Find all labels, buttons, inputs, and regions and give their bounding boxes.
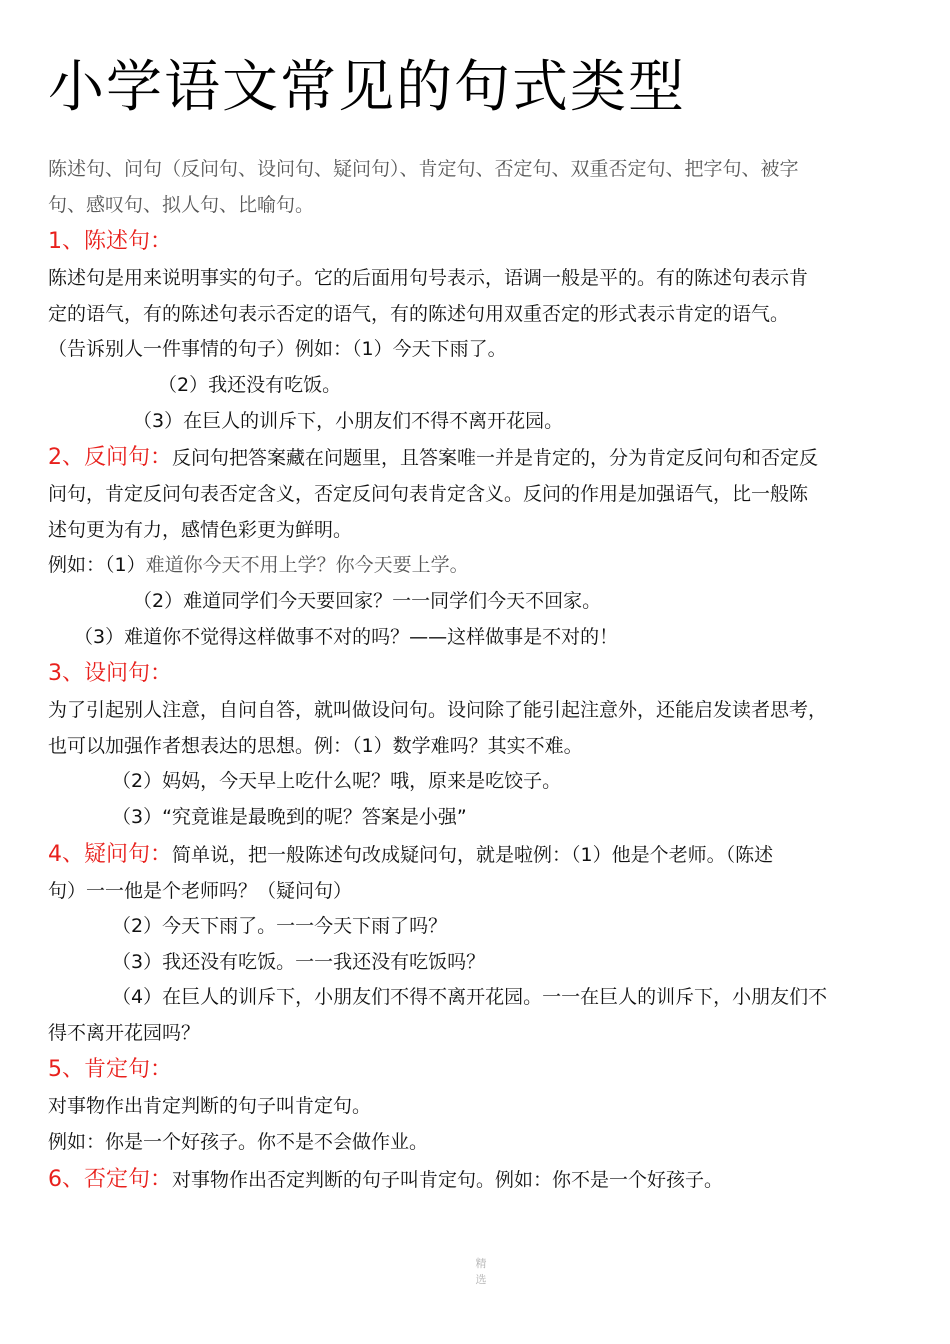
paragraph-line: 为了引起别人注意，自问自答，就叫做设问句。设问除了能引起注意外，还能启发读者思考， [48, 699, 828, 722]
section-lead-text: 反问句把答案藏在问题里，且答案唯一并是肯定的，分为肯定反问句和否定反 [172, 447, 819, 470]
footer-watermark: 精选 [475, 1257, 487, 1286]
section-6-heading-line [48, 1161, 916, 1199]
section-1-heading-line [48, 223, 916, 261]
section-lead-text: 对事物作出否定判断的句子叫肯定句。例如：你不是一个好孩子。 [172, 1168, 724, 1191]
example-line: （3）难道你不觉得这样做事不对的吗？——这样做事是不对的！ [74, 625, 619, 648]
section-heading: 3、设问句： [48, 661, 172, 687]
example-line: （2）今天下雨了。一一今天下雨了吗？ [112, 915, 448, 938]
example-text: 难道你今天不用上学？你今天要上学。 [145, 554, 469, 577]
section-heading: 2、反问句： [48, 445, 172, 471]
paragraph-line: 问句，肯定反问句表否定含义，否定反问句表肯定含义。反问的作用是加强语气，比一般陈 [48, 483, 809, 506]
example-line: （3）在巨人的训斥下，小朋友们不得不离开花园。 [133, 409, 564, 432]
paragraph-line: 例如：你是一个好孩子。你不是不会做作业。 [48, 1131, 429, 1154]
section-heading: 4、疑问句： [48, 841, 172, 867]
example-line: （2）妈妈，今天早上吃什么呢？哦，原来是吃饺子。 [112, 770, 562, 793]
section-heading: 6、否定句： [48, 1166, 172, 1192]
example-label: 例如：（1） [48, 554, 146, 577]
example-line [48, 548, 916, 584]
section-heading: 5、肯定句： [48, 1057, 172, 1083]
section-lead-text: 简单说，把一般陈述句改成疑问句，就是啦例：（1）他是个老师。（陈述 [172, 843, 774, 866]
example-line: （3）“究竟谁是最晚到的呢？答案是小强” [112, 805, 467, 828]
example-line: （2）我还没有吃饭。 [158, 373, 342, 396]
example-line: （2）难道同学们今天要回家？一一同学们今天不回家。 [133, 589, 602, 612]
example-line: 得不离开花园吗？ [48, 1021, 201, 1044]
section-heading: 1、陈述句： [48, 229, 172, 255]
paragraph-line: 定的语气，有的陈述句表示否定的语气，有的陈述句用双重否定的形式表示肯定的语气。 [48, 302, 790, 325]
section-2-heading-line [48, 439, 916, 477]
paragraph-line: （告诉别人一件事情的句子）例如：（1）今天下雨了。 [48, 338, 507, 361]
paragraph-line: 句）一一他是个老师吗？（疑问句） [48, 879, 353, 902]
section-4-heading-line [48, 836, 916, 874]
example-line: （3）我还没有吃饭。一一我还没有吃饭吗？ [112, 950, 486, 973]
document-page [48, 50, 916, 1199]
intro-line: 陈述句、问句（反问句、设问句、疑问句）、肯定句、否定句、双重否定句、把字句、被字 [48, 158, 799, 180]
section-5-heading-line [48, 1051, 916, 1089]
paragraph-line: 述句更为有力，感情色彩更为鲜明。 [48, 518, 353, 541]
paragraph-line: 也可以加强作者想表达的思想。例：（1）数学难吗？其实不难。 [48, 734, 583, 757]
example-line: （4）在巨人的训斥下，小朋友们不得不离开花园。一一在巨人的训斥下，小朋友们不 [112, 986, 828, 1009]
section-3-heading-line [48, 655, 916, 693]
paragraph-line: 陈述句是用来说明事实的句子。它的后面用句号表示，语调一般是平的。有的陈述句表示肯 [48, 267, 809, 290]
page-title: 小学语文常见的句式类型 [48, 55, 686, 120]
paragraph-line: 对事物作出肯定判断的句子叫肯定句。 [48, 1095, 372, 1118]
intro-line: 句、感叹句、拟人句、比喻句。 [48, 193, 315, 216]
